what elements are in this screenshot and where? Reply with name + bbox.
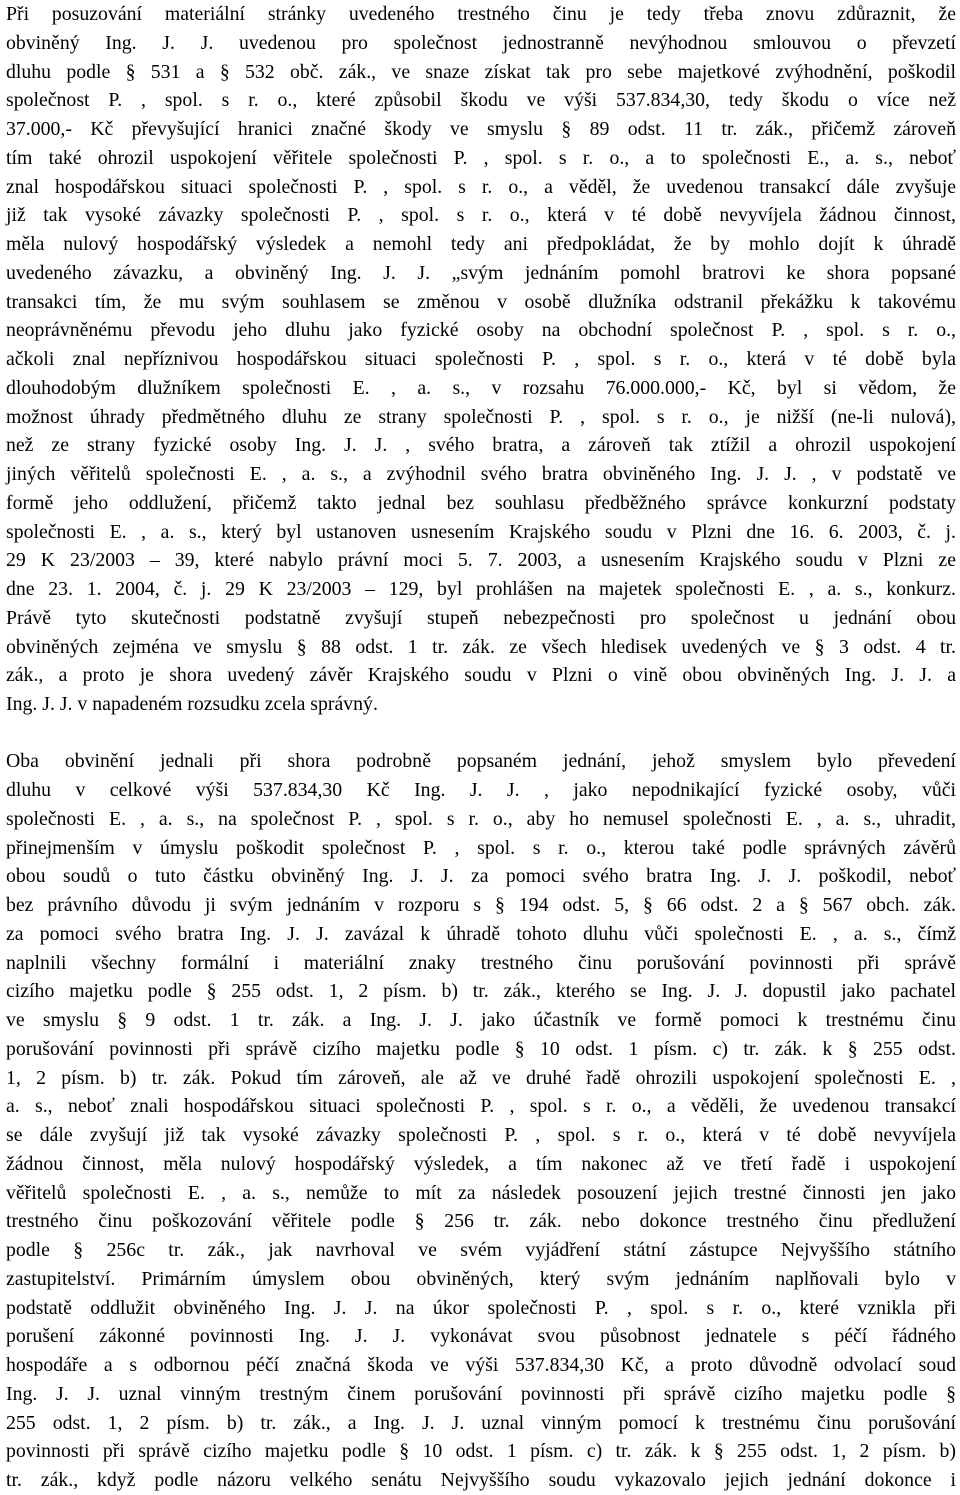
text-line: cizího majetku podle § 255 odst. 1, 2 písm. b) tr. zák., kterého se Ing. J. J. dopustil jako pachatel — [6, 980, 956, 1003]
text-line: dne 23. 1. 2004, č. j. 29 K 23/2003 – 129, byl prohlášen na majetek společnosti E. , a. s., konkurz. — [6, 578, 956, 600]
text-line: věřitelů společnosti E. , a. s., nemůže to mít za následek posouzení jejich trestné činnosti jen jako — [6, 1181, 956, 1204]
text-line: Ing. J. J. uznal vinným trestným činem porušování povinnosti při správě cizího majetku podle § — [6, 1382, 956, 1405]
text-line: možnost úhrady předmětného dluhu ze strany společnosti P. , spol. s r. o., je nižší (ne-li nulová), — [6, 405, 956, 428]
text-line: se dále zvyšují již tak vysoké závazky společnosti P. , spol. s r. o., která v té době nevyvíjela — [6, 1124, 956, 1146]
text-line: společnosti E. , a. s., na společnost P. , spol. s r. o., aby ho nemusel společnosti E. , a. s., uhradit, — [6, 807, 956, 830]
text-line: formě jeho oddlužení, přičemž takto jednal bez souhlasu předběžného správce konkurzní podstaty — [6, 491, 956, 514]
document-page — [6, 0, 956, 1495]
text-line: žádnou činnost, měla nulový hospodářský výsledek, a tím nakonec až ve třetí řadě i uspokojení — [6, 1152, 956, 1175]
text-line: transakci tím, že mu svým souhlasem se změnou v osobě dlužníka odstranil překážku k takovému — [6, 290, 956, 313]
text-line: povinnosti při správě cizího majetku podle § 10 odst. 1 písm. c) tr. zák. k § 255 odst. 1, 2 písm. b) — [6, 1440, 956, 1463]
text-line: společnost P. , spol. s r. o., které způsobil škodu ve výši 537.834,30, tedy škodu o více než — [6, 89, 956, 112]
text-line: uvedeného závazku, a obviněný Ing. J. J. „svým jednáním pomohl bratrovi ke shora popsané — [6, 261, 956, 284]
text-line: za pomoci svého bratra Ing. J. J. zavázal k úhradě tohoto dluhu vůči společnosti E. , a. s., čímž — [6, 922, 956, 945]
text-line: porušení zákonné povinnosti Ing. J. J. vykonávat svou působnost jednatele s péčí řádného — [6, 1325, 956, 1348]
text-line: a. s., neboť znali hospodářskou situaci společnosti P. , spol. s r. o., a věděli, že uvedenou transakcí — [6, 1095, 956, 1118]
text-line: 255 odst. 1, 2 písm. b) tr. zák., a Ing. J. J. uznal vinným pomocí k trestnému činu porušování — [6, 1411, 956, 1434]
text-line: porušování povinnosti při správě cizího majetku podle § 10 odst. 1 písm. c) tr. zák. k § 255 odst. — [6, 1037, 956, 1060]
text-line: tr. zák., když podle názoru velkého senátu Nejvyššího soudu vykazovalo jejich jednání dokonce i — [6, 1469, 956, 1491]
text-line: 1, 2 písm. b) tr. zák. Pokud tím zároveň, ale až ve druhé řadě ohrozili uspokojení společnosti E. , — [6, 1066, 956, 1089]
text-line: dluhu v celkové výši 537.834,30 Kč Ing. J. J. , jako nepodnikající fyzické osoby, vůči — [6, 779, 956, 801]
text-line: Při posuzování materiální stránky uvedeného trestného činu je tedy třeba znovu zdůraznit, že — [6, 3, 956, 25]
text-line: Oba obvinění jednali při shora podrobně popsaném jednání, jehož smyslem bylo převedení — [6, 750, 956, 773]
text-line: Právě tyto skutečnosti podstatně zvyšují stupeň nebezpečnosti pro společnost u jednání obou — [6, 606, 956, 629]
text-line: společnosti E. , a. s., který byl ustanoven usnesením Krajského soudu v Plzni dne 16. 6. 2003, č. j. — [6, 520, 956, 543]
text-line: tím také ohrozil uspokojení věřitele společnosti P. , spol. s r. o., a to společnosti E., a. s., neboť — [6, 146, 956, 169]
text-line: 29 K 23/2003 – 39, které nabylo právní moci 5. 7. 2003, a usnesením Krajského soudu v Plzni ze — [6, 549, 956, 572]
text-line: obviněný Ing. J. J. uvedenou pro společnost jednostranně nevýhodnou smlouvou o převzetí — [6, 31, 956, 54]
text-line: obou soudů o tuto částku obviněný Ing. J. J. za pomoci svého bratra Ing. J. J. poškodil, neboť — [6, 865, 956, 888]
text-line: Ing. J. J. v napadeném rozsudku zcela správný. — [6, 693, 378, 715]
text-line: ve smyslu § 9 odst. 1 tr. zák. a Ing. J. J. jako účastník ve formě pomoci k trestnému činu — [6, 1009, 956, 1031]
text-line: dlouhodobým dlužníkem společnosti E. , a. s., v rozsahu 76.000.000,- Kč, byl si vědom, že — [6, 376, 956, 399]
text-line: již tak vysoké závazky společnosti P. , spol. s r. o., která v té době nevyvíjela žádnou činnost, — [6, 204, 956, 227]
text-line: ačkoli znal nepříznivou hospodářskou situaci společnosti P. , spol. s r. o., která v té době byla — [6, 348, 956, 370]
paragraph-1 — [6, 0, 956, 719]
paragraph-2 — [6, 747, 956, 1495]
text-line: zastupitelství. Primárním úmyslem obou obviněných, který svým jednáním naplňovali bylo v — [6, 1267, 956, 1290]
text-line: zák., a proto je shora uvedený závěr Krajského soudu v Plzni o vině obou obviněných Ing. J. J. a — [6, 664, 956, 687]
text-line: bez právního důvodu ji svým jednáním v rozporu s § 194 odst. 5, § 66 odst. 2 a § 567 obch. zák. — [6, 894, 956, 916]
text-line: jiných věřitelů společnosti E. , a. s., a zvýhodnil svého bratra obviněného Ing. J. J. , v podstatě ve — [6, 463, 956, 485]
text-line: podstatě oddlužit obviněného Ing. J. J. na úkor společnosti P. , spol. s r. o., které vznikla při — [6, 1296, 956, 1319]
text-line: obviněných zejména ve smyslu § 88 odst. 1 tr. zák. ze všech hledisek uvedených ve § 3 odst. 4 tr. — [6, 635, 956, 658]
text-line: hospodáře a s odbornou péčí značná škoda ve výši 537.834,30 Kč, a proto důvodně odvolací soud — [6, 1354, 956, 1376]
paragraph-gap — [6, 719, 956, 748]
text-line: přinejmenším v úmyslu poškodit společnost P. , spol. s r. o., kterou také podle správných závěrů — [6, 836, 956, 859]
text-line: než ze strany fyzické osoby Ing. J. J. , svého bratra, a zároveň tak ztížil a ohrozil uspokojení — [6, 434, 956, 457]
text-line: podle § 256c tr. zák., jak navrhoval ve svém vyjádření státní zástupce Nejvyššího státního — [6, 1239, 956, 1261]
text-line: dluhu podle § 531 a § 532 obč. zák., ve snaze získat tak pro sebe majetkové zvýhodnění, poškodil — [6, 60, 956, 83]
text-line: naplnili všechny formální i materiální znaky trestného činu porušování povinnosti při správě — [6, 951, 956, 974]
text-line: trestného činu poškozování věřitele podle § 256 tr. zák. nebo dokonce trestného činu předlužení — [6, 1210, 956, 1233]
text-line: 37.000,- Kč převyšující hranici značné škody ve smyslu § 89 odst. 11 tr. zák., přičemž zároveň — [6, 118, 956, 140]
text-line: neoprávněnému převodu jeho dluhu jako fyzické osoby na obchodní společnost P. , spol. s r. o., — [6, 319, 956, 342]
text-line: měla nulový hospodářský výsledek a nemohl tedy ani předpokládat, že by mohlo dojít k úhradě — [6, 233, 956, 255]
text-line: znal hospodářskou situaci společnosti P. , spol. s r. o., a věděl, že uvedenou transakcí dále zvyšuje — [6, 175, 956, 198]
